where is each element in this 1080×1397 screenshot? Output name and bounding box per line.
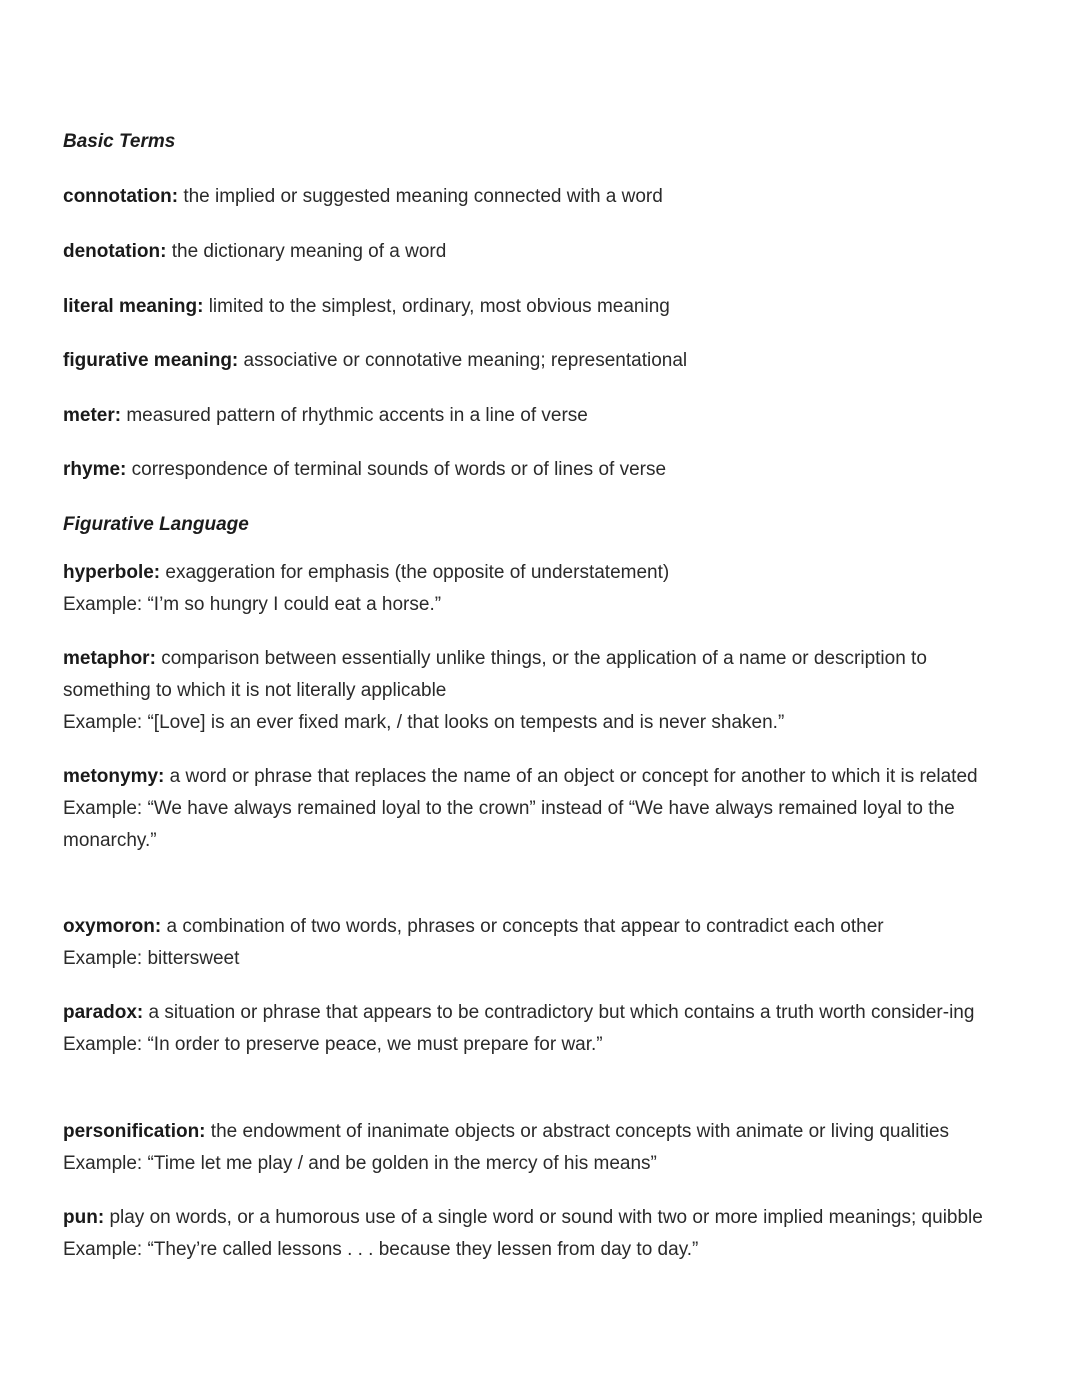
entry-example: Example: “In order to preserve peace, we must prepare for war.” xyxy=(63,1034,603,1055)
entry-personification xyxy=(63,1116,1008,1180)
entry-example: Example: “We have always remained loyal to the crown” instead of “We have always remained loyal to the monarchy.” xyxy=(63,798,955,851)
entry-connotation xyxy=(63,181,1008,213)
entry-example: Example: “[Love] is an ever fixed mark, / that looks on tempests and is never shaken.” xyxy=(63,712,785,733)
entry-definition: associative or connotative meaning; representational xyxy=(243,350,688,371)
entry-definition: comparison between essentially unlike things, or the application of a name or description to something to which it is not literally applicable xyxy=(63,648,927,701)
entry-paradox xyxy=(63,997,1008,1061)
entry-definition: correspondence of terminal sounds of words or of lines of verse xyxy=(131,459,667,480)
section-heading-basic-terms: Basic Terms xyxy=(63,131,176,152)
entry-oxymoron xyxy=(63,911,1008,975)
entry-metaphor xyxy=(63,643,1008,739)
entry-term: metaphor: xyxy=(63,648,156,669)
entry-term: metonymy: xyxy=(63,766,165,787)
entry-term: figurative meaning: xyxy=(63,350,239,371)
entry-definition: a situation or phrase that appears to be contradictory but which contains a truth worth consider-ing xyxy=(148,1002,975,1023)
entry-term: literal meaning: xyxy=(63,296,204,317)
entry-term: personification: xyxy=(63,1121,206,1142)
entry-figurative-meaning xyxy=(63,345,1008,377)
entry-example: Example: bittersweet xyxy=(63,948,240,969)
entry-term: rhyme: xyxy=(63,459,127,480)
entry-definition: the endowment of inanimate objects or abstract concepts with animate or living qualities xyxy=(210,1121,950,1142)
entry-denotation xyxy=(63,236,1008,268)
entry-meter xyxy=(63,400,1008,432)
entry-term: pun: xyxy=(63,1207,105,1228)
entry-definition: measured pattern of rhythmic accents in a line of verse xyxy=(126,405,588,426)
section-heading-figurative-language: Figurative Language xyxy=(63,514,249,535)
entry-pun xyxy=(63,1202,1008,1266)
entry-example: Example: “They’re called lessons . . . because they lessen from day to day.” xyxy=(63,1239,699,1260)
entry-rhyme xyxy=(63,454,1008,486)
entry-metonymy xyxy=(63,761,1008,857)
entry-definition: a word or phrase that replaces the name of an object or concept for another to which it is related xyxy=(169,766,978,787)
entry-example: Example: “Time let me play / and be golden in the mercy of his means” xyxy=(63,1153,657,1174)
entry-term: oxymoron: xyxy=(63,916,162,937)
entry-definition: the dictionary meaning of a word xyxy=(171,241,447,262)
entry-term: paradox: xyxy=(63,1002,144,1023)
entry-hyperbole xyxy=(63,557,1008,621)
entry-term: connotation: xyxy=(63,186,179,207)
entry-term: meter: xyxy=(63,405,122,426)
entry-definition: the implied or suggested meaning connected with a word xyxy=(183,186,663,207)
entry-definition: exaggeration for emphasis (the opposite of understatement) xyxy=(165,562,670,583)
entry-definition: a combination of two words, phrases or concepts that appear to contradict each other xyxy=(166,916,884,937)
entry-definition: play on words, or a humorous use of a single word or sound with two or more implied meanings; quibble xyxy=(109,1207,983,1228)
entry-literal-meaning xyxy=(63,291,1008,323)
entry-definition: limited to the simplest, ordinary, most obvious meaning xyxy=(208,296,670,317)
entry-term: denotation: xyxy=(63,241,167,262)
entry-example: Example: “I’m so hungry I could eat a horse.” xyxy=(63,594,442,615)
entry-term: hyperbole: xyxy=(63,562,161,583)
